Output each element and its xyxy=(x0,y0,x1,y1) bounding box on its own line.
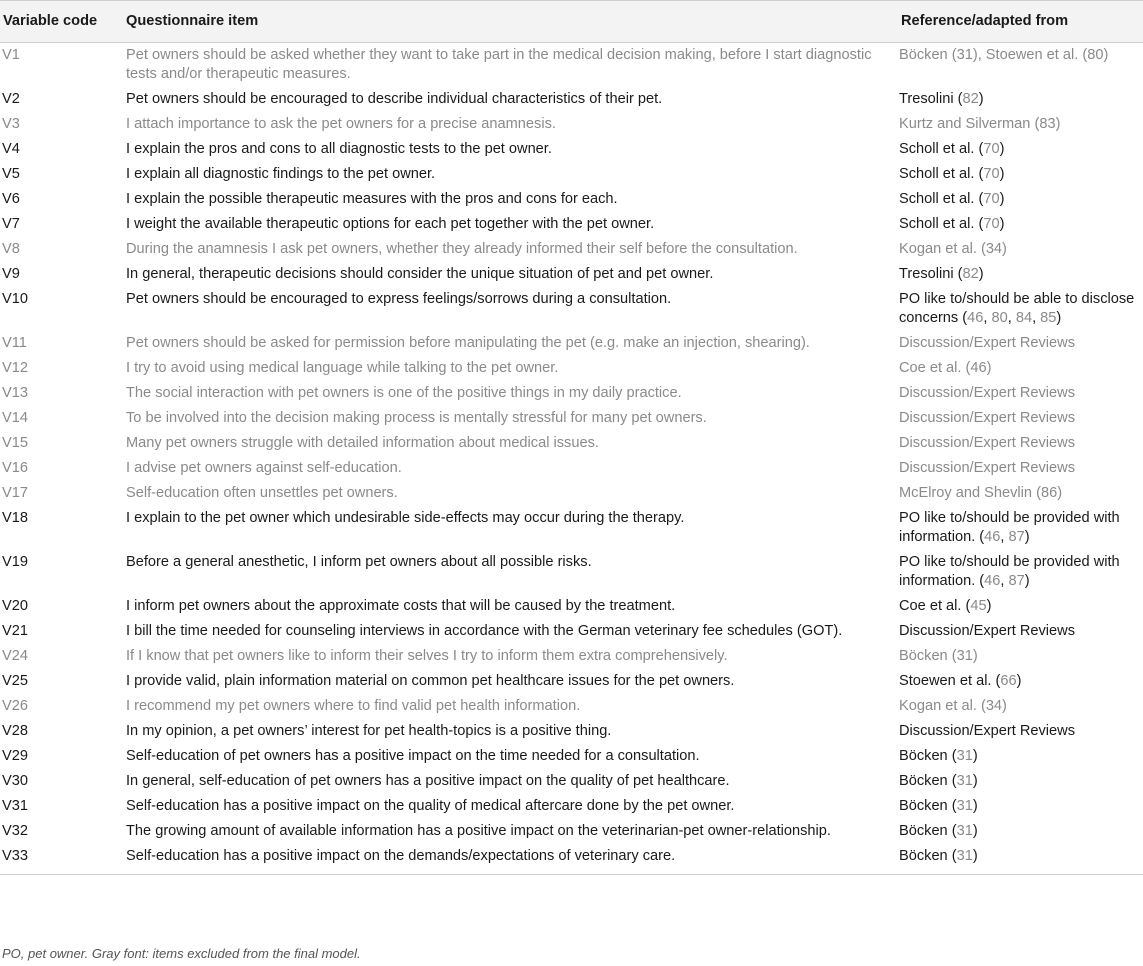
variable-code-cell: V2 xyxy=(2,91,20,107)
variable-code-cell: V11 xyxy=(2,335,27,351)
questionnaire-item-cell: To be involved into the decision making process is mentally stressful for many pet owners. xyxy=(126,410,707,426)
questionnaire-item-cell: In my opinion, a pet owners’ interest for pet health-topics is a positive thing. xyxy=(126,723,612,739)
reference-text: ) xyxy=(986,360,992,376)
questionnaire-item-cell: I advise pet owners against self-education. xyxy=(126,460,402,476)
reference-number: 84 xyxy=(1015,310,1033,326)
table-row xyxy=(0,719,1143,744)
questionnaire-item-cell: If I know that pet owners like to inform their selves I try to inform them extra comprehensively. xyxy=(126,648,728,664)
reference-text: Discussion/Expert Reviews xyxy=(899,435,1075,451)
table-row xyxy=(0,381,1143,406)
reference-cell xyxy=(898,794,1143,819)
variable-code-cell: V19 xyxy=(2,554,28,570)
reference-text: ) xyxy=(1056,310,1062,326)
reference-text: ) xyxy=(972,798,978,814)
questionnaire-item-cell: I attach importance to ask the pet owners for a precise anamnesis. xyxy=(126,116,556,132)
reference-text: ) xyxy=(972,773,978,789)
reference-number: 87 xyxy=(1008,529,1025,545)
reference-text: ), Stoewen et al. ( xyxy=(972,47,1088,63)
reference-number: 46 xyxy=(984,529,1001,545)
reference-text: ) xyxy=(978,266,984,282)
reference-text: ) xyxy=(972,823,978,839)
table-row xyxy=(0,769,1143,794)
reference-number: 82 xyxy=(962,91,979,107)
questionnaire-item-cell: The social interaction with pet owners is one of the positive things in my daily practice. xyxy=(126,385,682,401)
table-row xyxy=(0,237,1143,262)
header-reference: Reference/adapted from xyxy=(898,1,1143,43)
reference-number: 70 xyxy=(983,216,1000,232)
variable-code-cell: V30 xyxy=(2,773,28,789)
reference-text: , xyxy=(1000,573,1009,589)
questionnaire-item-cell: In general, self-education of pet owners has a positive impact on the quality of pet healthcare. xyxy=(126,773,730,789)
questionnaire-item-cell: Pet owners should be asked whether they want to take part in the medical decision making, before I start diagnostic tests and/or therapeutic measures. xyxy=(126,47,872,82)
reference-cell xyxy=(898,187,1143,212)
reference-text: ) xyxy=(999,216,1005,232)
reference-cell xyxy=(898,43,1143,88)
reference-cell xyxy=(898,137,1143,162)
reference-text: Böcken ( xyxy=(899,773,957,789)
questionnaire-item-cell: I explain all diagnostic findings to the pet owner. xyxy=(126,166,436,182)
questionnaire-item-cell: Self-education has a positive impact on the quality of medical aftercare done by the pet owner. xyxy=(126,798,735,814)
variable-code-cell: V17 xyxy=(2,485,28,501)
table-row xyxy=(0,137,1143,162)
reference-number: 31 xyxy=(956,823,973,839)
reference-cell xyxy=(898,481,1143,506)
table-row xyxy=(0,669,1143,694)
reference-text: Coe et al. ( xyxy=(899,598,971,614)
reference-text: Scholl et al. ( xyxy=(899,191,984,207)
reference-cell xyxy=(898,669,1143,694)
table-row xyxy=(0,550,1143,594)
questionnaire-item-cell: I provide valid, plain information material on common pet healthcare issues for the pet owners. xyxy=(126,673,735,689)
reference-cell xyxy=(898,237,1143,262)
table-row xyxy=(0,356,1143,381)
reference-text: Kogan et al. ( xyxy=(899,698,986,714)
questionnaire-item-cell: Many pet owners struggle with detailed information about medical issues. xyxy=(126,435,599,451)
reference-text: ) xyxy=(1055,116,1061,132)
table-row xyxy=(0,744,1143,769)
reference-number: 83 xyxy=(1039,116,1056,132)
reference-text: McElroy and Shevlin ( xyxy=(899,485,1041,501)
reference-text: Discussion/Expert Reviews xyxy=(899,385,1075,401)
questionnaire-item-cell: Pet owners should be encouraged to express feelings/sorrows during a consultation. xyxy=(126,291,672,307)
variable-code-cell: V20 xyxy=(2,598,28,614)
variable-code-cell: V6 xyxy=(2,191,20,207)
reference-cell xyxy=(898,694,1143,719)
table-row xyxy=(0,619,1143,644)
table-row xyxy=(0,506,1143,550)
reference-cell xyxy=(898,550,1143,594)
table-footnote: PO, pet owner. Gray font: items excluded from the final model. xyxy=(2,946,361,961)
reference-cell xyxy=(898,162,1143,187)
reference-text: ) xyxy=(972,748,978,764)
reference-cell xyxy=(898,356,1143,381)
table-row xyxy=(0,87,1143,112)
reference-cell xyxy=(898,331,1143,356)
variable-code-cell: V25 xyxy=(2,673,28,689)
reference-text: Böcken ( xyxy=(899,47,957,63)
variable-code-cell: V29 xyxy=(2,748,28,764)
table-row xyxy=(0,112,1143,137)
reference-text: Discussion/Expert Reviews xyxy=(899,623,1075,639)
variable-code-cell: V31 xyxy=(2,798,28,814)
variable-code-cell: V26 xyxy=(2,698,28,714)
table-row xyxy=(0,481,1143,506)
reference-text: , xyxy=(1000,529,1009,545)
reference-text: ) xyxy=(978,91,984,107)
reference-number: 31 xyxy=(956,773,973,789)
table-row xyxy=(0,794,1143,819)
reference-text: , xyxy=(983,310,992,326)
variable-code-cell: V7 xyxy=(2,216,20,232)
table-row xyxy=(0,287,1143,331)
variable-code-cell: V21 xyxy=(2,623,28,639)
reference-number: 66 xyxy=(1000,673,1017,689)
table-row xyxy=(0,456,1143,481)
reference-number: 31 xyxy=(956,748,973,764)
reference-number: 31 xyxy=(956,848,973,864)
reference-number: 31 xyxy=(956,798,973,814)
reference-text: ) xyxy=(1002,241,1007,257)
questionnaire-item-cell: I inform pet owners about the approximate costs that will be caused by the treatment. xyxy=(126,598,676,614)
header-variable-code: Variable code xyxy=(0,1,126,43)
reference-text: Böcken ( xyxy=(899,748,957,764)
variable-code-cell: V28 xyxy=(2,723,28,739)
variable-code-cell: V16 xyxy=(2,460,28,476)
reference-number: 80 xyxy=(1087,47,1104,63)
table-row xyxy=(0,644,1143,669)
reference-text: ) xyxy=(999,141,1005,157)
reference-text: ) xyxy=(1002,698,1007,714)
reference-text: Böcken ( xyxy=(899,848,957,864)
reference-number: 80 xyxy=(991,310,1008,326)
questionnaire-item-cell: I explain the pros and cons to all diagnostic tests to the pet owner. xyxy=(126,141,552,157)
questionnaire-item-cell: The growing amount of available information has a positive impact on the veterinarian-pet owner-relationship. xyxy=(126,823,831,839)
reference-cell xyxy=(898,406,1143,431)
reference-number: 34 xyxy=(985,698,1003,714)
reference-cell xyxy=(898,112,1143,137)
questionnaire-item-cell: Pet owners should be asked for permission before manipulating the pet (e.g. make an injection, shearing). xyxy=(126,335,810,351)
reference-text: ) xyxy=(1016,673,1022,689)
questionnaire-item-cell: I recommend my pet owners where to find valid pet health information. xyxy=(126,698,581,714)
reference-text: Böcken ( xyxy=(899,798,957,814)
table-row xyxy=(0,844,1143,875)
reference-number: 46 xyxy=(970,360,987,376)
reference-cell xyxy=(898,456,1143,481)
reference-number: 82 xyxy=(962,266,979,282)
reference-text: ) xyxy=(1057,485,1063,501)
reference-cell xyxy=(898,644,1143,669)
reference-cell xyxy=(898,819,1143,844)
header-questionnaire-item: Questionnaire item xyxy=(126,1,898,43)
variable-code-cell: V8 xyxy=(2,241,20,257)
reference-number: 34 xyxy=(985,241,1003,257)
table-row xyxy=(0,594,1143,619)
reference-number: 70 xyxy=(983,191,1000,207)
variable-code-cell: V14 xyxy=(2,410,28,426)
table-row xyxy=(0,331,1143,356)
reference-text: ) xyxy=(986,598,992,614)
questionnaire-item-cell: Self-education has a positive impact on the demands/expectations of veterinary care. xyxy=(126,844,898,875)
reference-text: ) xyxy=(972,648,978,664)
table-row xyxy=(0,431,1143,456)
questionnaire-item-cell: Self-education often unsettles pet owners. xyxy=(126,485,398,501)
reference-cell xyxy=(898,719,1143,744)
variable-code-cell: V3 xyxy=(2,116,20,132)
table-row xyxy=(0,819,1143,844)
reference-text: Tresolini ( xyxy=(899,91,963,107)
variable-code-cell: V12 xyxy=(2,360,28,376)
reference-cell xyxy=(898,844,1143,875)
reference-number: 31 xyxy=(956,648,973,664)
reference-cell xyxy=(898,744,1143,769)
table-body xyxy=(0,43,1143,875)
reference-cell xyxy=(898,381,1143,406)
reference-cell xyxy=(898,506,1143,550)
reference-cell xyxy=(898,431,1143,456)
table-row xyxy=(0,212,1143,237)
table-row xyxy=(0,694,1143,719)
variable-code-cell: V5 xyxy=(2,166,20,182)
reference-number: 70 xyxy=(983,166,1000,182)
reference-text: ) xyxy=(1024,573,1030,589)
reference-cell xyxy=(898,769,1143,794)
reference-number: 46 xyxy=(967,310,984,326)
reference-number: 45 xyxy=(970,598,987,614)
reference-cell xyxy=(898,594,1143,619)
table-header xyxy=(0,1,1143,43)
reference-cell xyxy=(898,619,1143,644)
reference-number: 87 xyxy=(1008,573,1025,589)
reference-cell xyxy=(898,87,1143,112)
variable-code-cell: V9 xyxy=(2,266,20,282)
variable-code-cell: V18 xyxy=(2,510,28,526)
reference-number: 85 xyxy=(1040,310,1057,326)
questionnaire-item-cell: I explain the possible therapeutic measures with the pros and cons for each. xyxy=(126,191,618,207)
variable-code-cell: V13 xyxy=(2,385,28,401)
reference-text: Scholl et al. ( xyxy=(899,166,984,182)
reference-number: 86 xyxy=(1040,485,1058,501)
variable-code-cell: V33 xyxy=(0,844,126,875)
reference-text: Böcken ( xyxy=(899,648,957,664)
questionnaire-item-cell: I explain to the pet owner which undesirable side-effects may occur during the therapy. xyxy=(126,510,685,526)
reference-text: ) xyxy=(972,848,978,864)
questionnaire-item-cell: I try to avoid using medical language while talking to the pet owner. xyxy=(126,360,559,376)
reference-cell xyxy=(898,262,1143,287)
reference-number: 46 xyxy=(984,573,1001,589)
variable-code-cell: V10 xyxy=(2,291,28,307)
questionnaire-item-cell: During the anamnesis I ask pet owners, whether they already informed their self before the consultation. xyxy=(126,241,798,257)
variable-code-cell: V4 xyxy=(2,141,20,157)
reference-text: ) xyxy=(1024,529,1030,545)
reference-text: Discussion/Expert Reviews xyxy=(899,460,1075,476)
reference-text: PO like to/should be able to disclose concerns ( xyxy=(899,291,1135,326)
variable-code-cell: V32 xyxy=(2,823,28,839)
reference-text: ) xyxy=(999,166,1005,182)
variable-code-cell: V24 xyxy=(2,648,28,664)
reference-cell xyxy=(898,212,1143,237)
reference-text: ) xyxy=(1103,47,1109,63)
reference-text: Tresolini ( xyxy=(899,266,963,282)
reference-text: Scholl et al. ( xyxy=(899,141,984,157)
table-row xyxy=(0,406,1143,431)
header-row xyxy=(0,1,1143,43)
table-row xyxy=(0,262,1143,287)
reference-text: Discussion/Expert Reviews xyxy=(899,723,1075,739)
reference-text: , xyxy=(1007,310,1016,326)
reference-text: PO like to/should be provided with information. ( xyxy=(899,510,1120,545)
questionnaire-item-cell: Pet owners should be encouraged to describe individual characteristics of their pet. xyxy=(126,91,663,107)
reference-text: , xyxy=(1032,310,1041,326)
reference-number: 31 xyxy=(956,47,973,63)
reference-text: Kogan et al. ( xyxy=(899,241,986,257)
variable-code-cell: V15 xyxy=(2,435,28,451)
table-row xyxy=(0,187,1143,212)
questionnaire-item-cell: Before a general anesthetic, I inform pet owners about all possible risks. xyxy=(126,554,592,570)
reference-text: Discussion/Expert Reviews xyxy=(899,335,1075,351)
reference-text: Discussion/Expert Reviews xyxy=(899,410,1075,426)
reference-text: Coe et al. ( xyxy=(899,360,971,376)
reference-text: ) xyxy=(999,191,1005,207)
questionnaire-item-cell: I bill the time needed for counseling interviews in accordance with the German veterinary fee schedules (GOT). xyxy=(126,623,843,639)
reference-text: Stoewen et al. ( xyxy=(899,673,1001,689)
reference-text: Böcken ( xyxy=(899,823,957,839)
reference-text: PO like to/should be provided with information. ( xyxy=(899,554,1120,589)
reference-text: Scholl et al. ( xyxy=(899,216,984,232)
questionnaire-item-cell: Self-education of pet owners has a positive impact on the time needed for a consultation. xyxy=(126,748,700,764)
reference-text: Kurtz and Silverman ( xyxy=(899,116,1040,132)
reference-cell xyxy=(898,287,1143,331)
table-row xyxy=(0,162,1143,187)
questionnaire-item-cell: I weight the available therapeutic options for each pet together with the pet owner. xyxy=(126,216,655,232)
questionnaire-item-cell: In general, therapeutic decisions should consider the unique situation of pet and pet owner. xyxy=(126,266,714,282)
variable-code-cell: V1 xyxy=(2,47,20,63)
reference-number: 70 xyxy=(983,141,1000,157)
table-row xyxy=(0,43,1143,88)
